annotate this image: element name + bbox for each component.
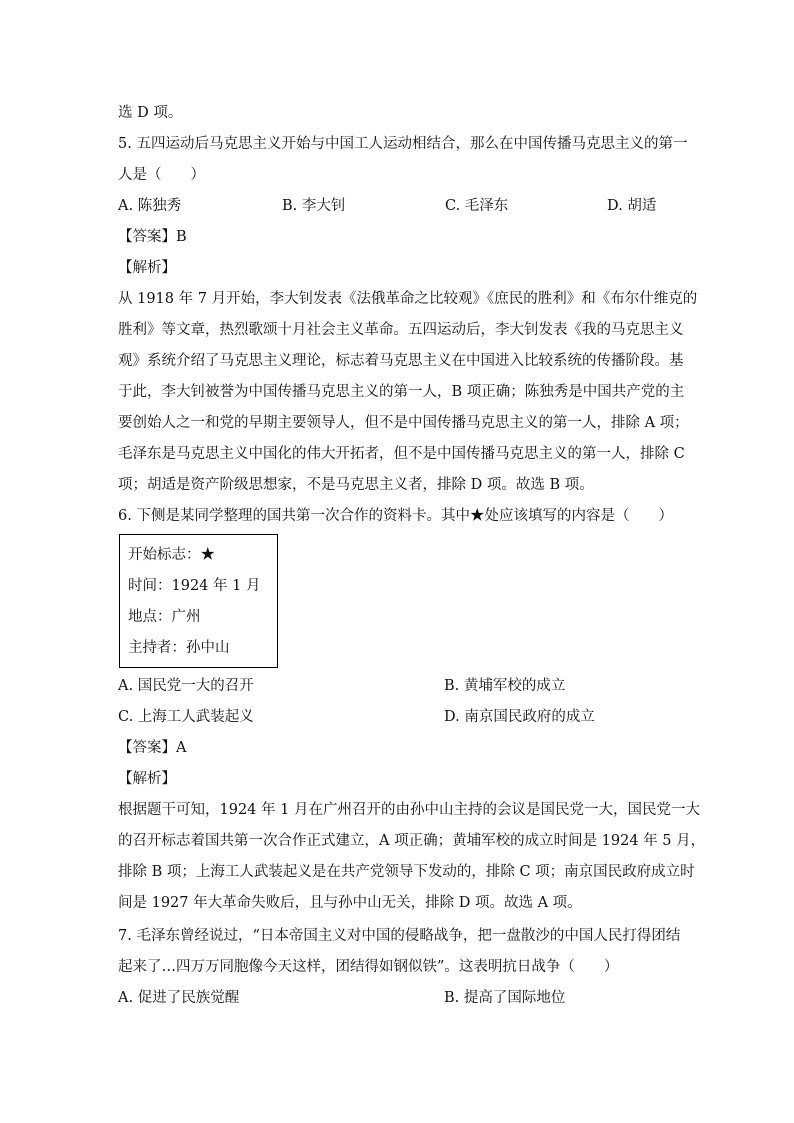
q5-analysis-line: 胜利》等文章，热烈歌颂十月社会主义革命。五四运动后，李大钊发表《我的马克思主义 — [118, 322, 684, 338]
q7-option-b: B. 提高了国际地位 — [444, 990, 566, 1006]
q6-analysis-line: 根据题干可知，1924 年 1 月在广州召开的由孙中山主持的会议是国民党一大，国民党一大 — [118, 802, 700, 818]
q5-analysis-line: 项；胡适是资产阶级思想家，不是马克思主义者，排除 D 项。故选 B 项。 — [118, 477, 594, 493]
q6-analysis-heading: 【解析】 — [118, 771, 176, 787]
q5-analysis-heading: 【解析】 — [118, 260, 176, 276]
question-7-stem-cont: 起来了…四万万同胞像今天这样，团结得如钢似铁”。这表明抗日战争（ ） — [118, 959, 619, 975]
q5-analysis-line: 从 1918 年 7 月开始，李大钊发表《法俄革命之比较观》《庶民的胜利》和《布尔什维克的 — [118, 291, 698, 307]
q6-option-c: C. 上海工人武装起义 — [118, 709, 254, 725]
question-5-stem-cont: 人是（ ） — [118, 167, 205, 183]
q6-answer: 【答案】A — [118, 740, 187, 756]
q7-option-a: A. 促进了民族觉醒 — [118, 990, 240, 1006]
question-7-stem: 7. 毛泽东曾经说过，“日本帝国主义对中国的侵略战争，把一盘散沙的中国人民打得团结 — [118, 928, 681, 944]
q5-analysis-line: 要创始人之一和党的早期主要领导人，但不是中国传播马克思主义的第一人，排除 A 项； — [118, 415, 689, 431]
q5-analysis-line: 观》系统介绍了马克思主义理论，标志着马克思主义在中国进入比较系统的传播阶段。基 — [118, 353, 684, 369]
q6-option-d: D. 南京国民政府的成立 — [444, 709, 595, 725]
text-line: 选 D 项。 — [118, 105, 183, 121]
q5-analysis-line: 毛泽东是马克思主义中国化的伟大开拓者，但不是中国传播马克思主义的第一人，排除 C — [118, 446, 685, 462]
card-time: 时间：1924 年 1 月 — [128, 578, 261, 594]
question-6-stem: 6. 下侧是某同学整理的国共第一次合作的资料卡。其中★处应该填写的内容是（ ） — [118, 508, 673, 524]
card-place: 地点：广州 — [128, 609, 201, 625]
info-card — [119, 534, 278, 668]
card-host: 主持者：孙中山 — [128, 640, 230, 656]
card-start-marker: 开始标志：★ — [128, 547, 215, 563]
q5-option-c: C. 毛泽东 — [445, 198, 509, 214]
q6-analysis-line: 排除 B 项；上海工人武装起义是在共产党领导下发动的，排除 C 项；南京国民政府成立时 — [118, 864, 695, 880]
q5-answer: 【答案】B — [118, 229, 187, 245]
q6-option-a: A. 国民党一大的召开 — [118, 678, 254, 694]
q6-analysis-line: 的召开标志着国共第一次合作正式建立，A 项正确；黄埔军校的成立时间是 1924 年 5 月， — [118, 833, 706, 849]
q5-option-d: D. 胡适 — [607, 198, 657, 214]
q6-option-b: B. 黄埔军校的成立 — [444, 678, 566, 694]
q5-analysis-line: 于此，李大钊被誉为中国传播马克思主义的第一人，B 项正确；陈独秀是中国共产党的主 — [118, 384, 685, 400]
question-5-stem: 5. 五四运动后马克思主义开始与中国工人运动相结合，那么在中国传播马克思主义的第一 — [118, 136, 688, 152]
q5-option-b: B. 李大钊 — [282, 198, 346, 214]
q5-option-a: A. 陈独秀 — [118, 198, 182, 214]
q6-analysis-line: 间是 1927 年大革命失败后，且与孙中山无关，排除 D 项。故选 A 项。 — [118, 895, 582, 911]
